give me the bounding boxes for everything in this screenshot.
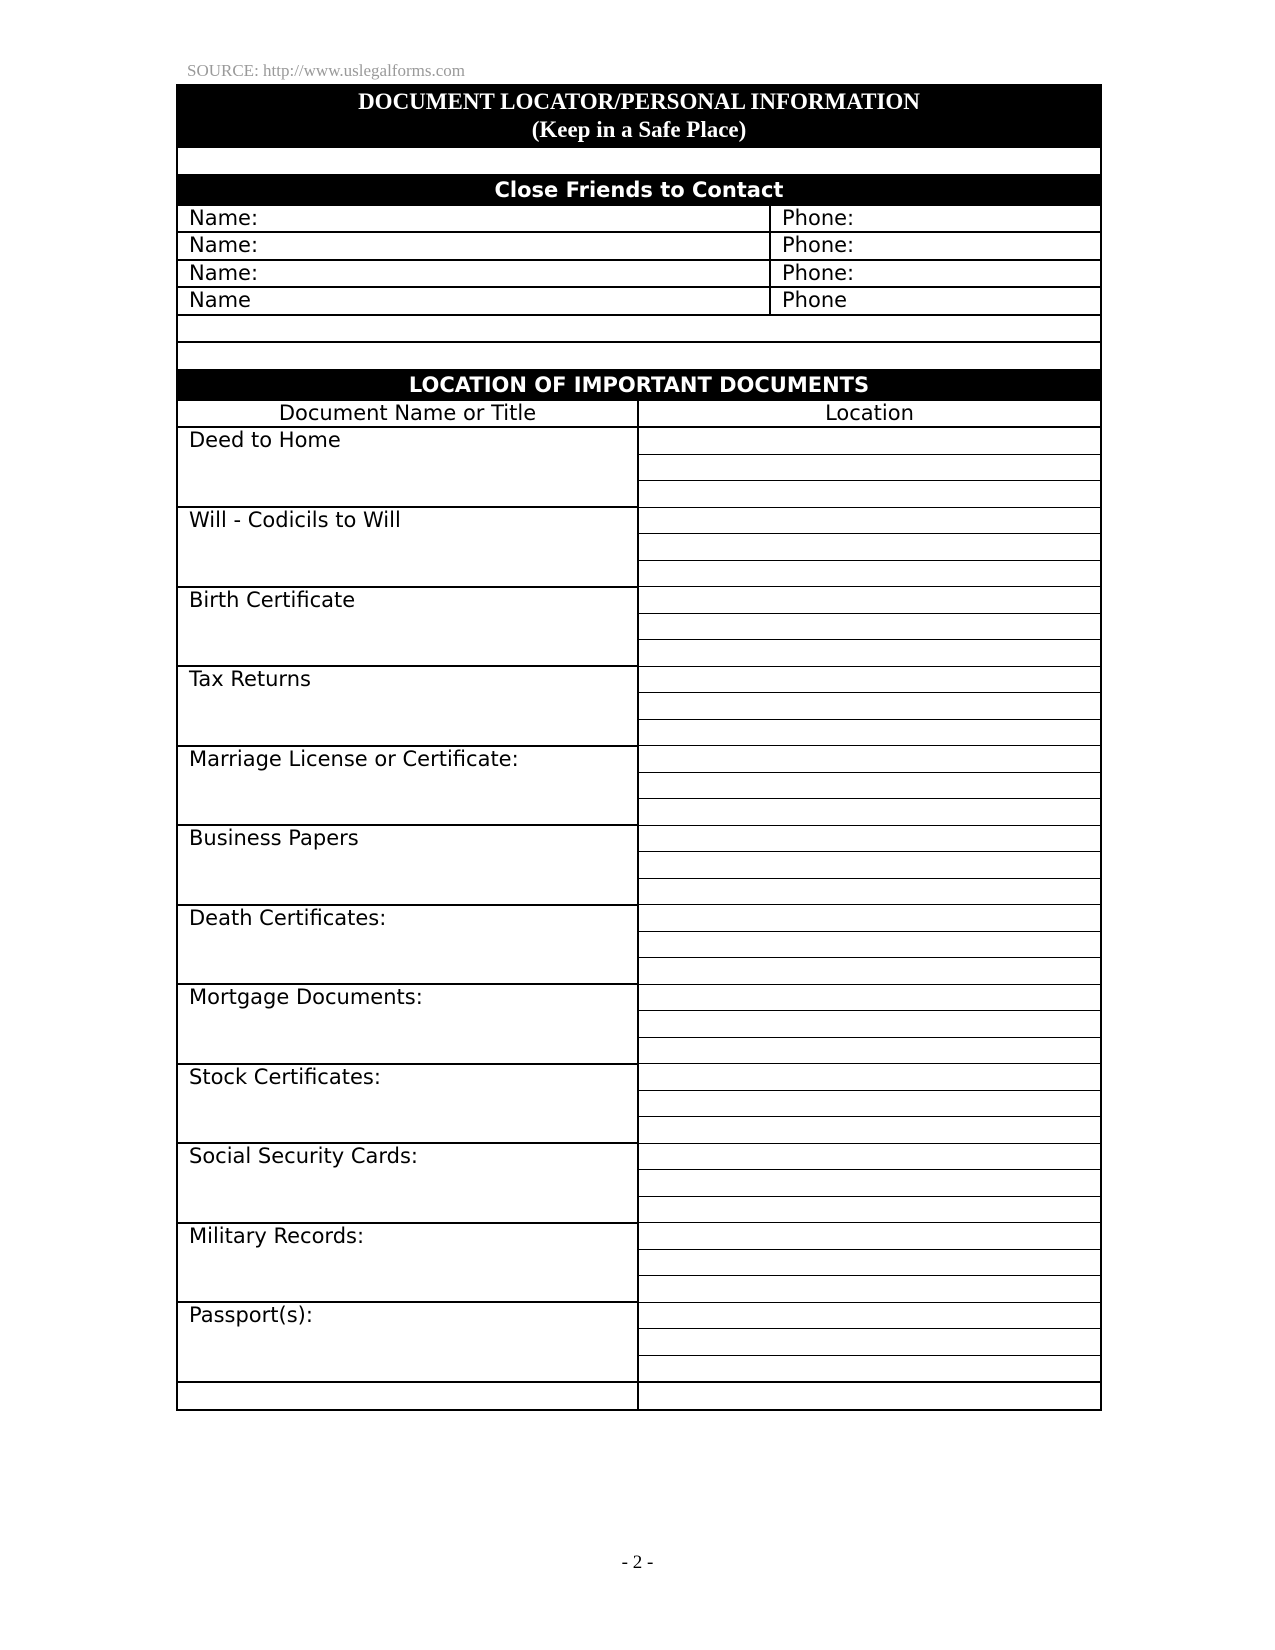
friend-row <box>177 287 1101 315</box>
document-location-field[interactable] <box>638 1064 1101 1091</box>
document-row <box>177 1143 1101 1170</box>
document-name: Passport(s): <box>177 1302 638 1382</box>
document-location-field[interactable] <box>638 534 1101 561</box>
document-row <box>177 587 1101 614</box>
document-row <box>177 1064 1101 1091</box>
document-name: Business Papers <box>177 825 638 905</box>
document-location-field[interactable] <box>638 1355 1101 1382</box>
document-location-field[interactable] <box>638 958 1101 985</box>
blank-name-cell[interactable] <box>177 1382 638 1410</box>
document-location-field[interactable] <box>638 1196 1101 1223</box>
friend-name-field[interactable]: Name <box>177 287 770 315</box>
friend-row <box>177 232 1101 260</box>
document-row <box>177 984 1101 1011</box>
friend-phone-field[interactable]: Phone: <box>770 232 1101 260</box>
document-name: Birth Certificate <box>177 587 638 667</box>
friend-phone-field[interactable]: Phone: <box>770 260 1101 288</box>
document-location-field[interactable] <box>638 481 1101 508</box>
document-location-field[interactable] <box>638 587 1101 614</box>
document-location-field[interactable] <box>638 719 1101 746</box>
document-location-field[interactable] <box>638 1249 1101 1276</box>
document-location-field[interactable] <box>638 1037 1101 1064</box>
friend-name-field[interactable]: Name: <box>177 232 770 260</box>
document-location-field[interactable] <box>638 507 1101 534</box>
document-name: Will - Codicils to Will <box>177 507 638 587</box>
document-location-field[interactable] <box>638 613 1101 640</box>
friend-name-field[interactable]: Name: <box>177 260 770 288</box>
document-name: Death Certificates: <box>177 905 638 985</box>
friends-heading: Close Friends to Contact <box>177 175 1101 205</box>
document-name: Deed to Home <box>177 427 638 507</box>
form-title <box>177 85 1101 147</box>
document-name: Stock Certificates: <box>177 1064 638 1144</box>
document-location-field[interactable] <box>638 693 1101 720</box>
document-location-field[interactable] <box>638 1011 1101 1038</box>
document-location-field[interactable] <box>638 1276 1101 1303</box>
friend-row <box>177 205 1101 233</box>
document-row <box>177 905 1101 932</box>
document-name: Mortgage Documents: <box>177 984 638 1064</box>
document-row <box>177 666 1101 693</box>
document-location-field[interactable] <box>638 1090 1101 1117</box>
document-location-field[interactable] <box>638 825 1101 852</box>
document-name: Tax Returns <box>177 666 638 746</box>
document-location-field[interactable] <box>638 905 1101 932</box>
title-text: DOCUMENT LOCATOR/PERSONAL INFORMATION <box>358 89 920 114</box>
document-location-field[interactable] <box>638 772 1101 799</box>
document-location-field[interactable] <box>638 666 1101 693</box>
document-location-field[interactable] <box>638 1302 1101 1329</box>
document-row <box>177 507 1101 534</box>
document-location-field[interactable] <box>638 560 1101 587</box>
locator-form <box>176 84 1102 1411</box>
document-name: Military Records: <box>177 1223 638 1303</box>
document-location-field[interactable] <box>638 799 1101 826</box>
document-row <box>177 427 1101 454</box>
document-row <box>177 825 1101 852</box>
blank-location-cell[interactable] <box>638 1382 1101 1410</box>
document-location-field[interactable] <box>638 984 1101 1011</box>
document-location-field[interactable] <box>638 878 1101 905</box>
document-row <box>177 1302 1101 1329</box>
document-name: Social Security Cards: <box>177 1143 638 1223</box>
blank-row[interactable] <box>177 147 1101 175</box>
document-name: Marriage License or Certificate: <box>177 746 638 826</box>
document-row <box>177 1223 1101 1250</box>
source-line: SOURCE: http://www.uslegalforms.com <box>187 61 465 80</box>
friend-phone-field[interactable]: Phone <box>770 287 1101 315</box>
document-location-field[interactable] <box>638 454 1101 481</box>
document-row <box>177 746 1101 773</box>
documents-heading: LOCATION OF IMPORTANT DOCUMENTS <box>177 370 1101 400</box>
document-location-field[interactable] <box>638 931 1101 958</box>
document-location-field[interactable] <box>638 1117 1101 1144</box>
column-header-name: Document Name or Title <box>177 400 638 428</box>
document-location-field[interactable] <box>638 1170 1101 1197</box>
page-number: - 2 - <box>621 1552 654 1573</box>
document-location-field[interactable] <box>638 1223 1101 1250</box>
document-location-field[interactable] <box>638 1143 1101 1170</box>
document-location-field[interactable] <box>638 427 1101 454</box>
friend-phone-field[interactable]: Phone: <box>770 205 1101 233</box>
document-location-field[interactable] <box>638 852 1101 879</box>
friend-name-field[interactable]: Name: <box>177 205 770 233</box>
blank-row[interactable] <box>177 342 1101 370</box>
friend-row <box>177 260 1101 288</box>
blank-row[interactable] <box>177 315 1101 343</box>
document-location-field[interactable] <box>638 1329 1101 1356</box>
document-location-field[interactable] <box>638 640 1101 667</box>
subtitle-text: (Keep in a Safe Place) <box>531 117 747 142</box>
document-location-field[interactable] <box>638 746 1101 773</box>
column-header-location: Location <box>638 400 1101 428</box>
